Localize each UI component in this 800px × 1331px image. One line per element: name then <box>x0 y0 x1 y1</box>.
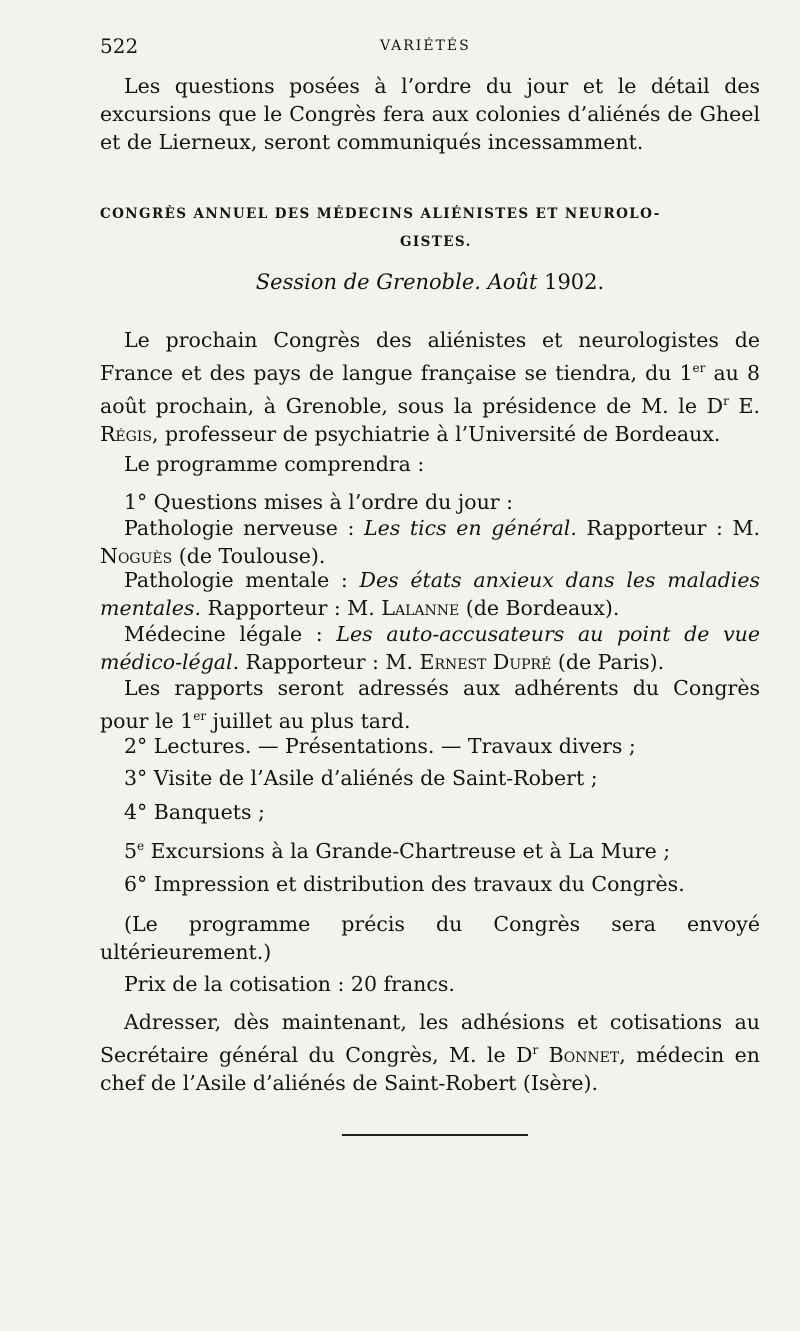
address-text-2 <box>538 1043 548 1067</box>
item5-number: 5 <box>124 838 138 863</box>
topic-pathologie-mentale <box>100 566 760 622</box>
reports-sup: er <box>193 709 207 723</box>
congress-title-line1: CONGRÈS ANNUEL DES MÉDECINS ALIÉNISTES ET NEUROLO- <box>100 206 661 222</box>
rapporteur-city: (de Toulouse). <box>172 544 326 568</box>
fee-paragraph: Prix de la cotisation : 20 francs. <box>124 972 455 996</box>
announcement-sup-1: er <box>692 361 706 375</box>
secretary-name: Bonnet <box>548 1042 620 1067</box>
topic-pathologie-nerveuse <box>100 514 760 570</box>
session-label: Session de Grenoble. Août <box>255 270 538 294</box>
program-intro: Le programme comprendra : <box>124 452 425 476</box>
address-text-3: , médecin en chef de l’Asile d’aliénés de Saint-Robert (Isère). <box>100 1042 760 1095</box>
program-item-2: 2° Lectures. — Présentations. — Travaux divers ; <box>124 734 636 758</box>
program-item-3: 3° Visite de l’Asile d’aliénés de Saint-Robert ; <box>124 766 598 790</box>
item5-sup: e <box>137 839 145 853</box>
running-head <box>100 34 760 64</box>
session-subtitle <box>100 270 760 294</box>
topic-title: Les tics en général. <box>364 516 577 540</box>
page-number: 522 <box>100 34 139 58</box>
item5-text: Excursions à la Grande-Chartreuse et à La Mure ; <box>144 838 671 863</box>
address-paragraph <box>100 1008 760 1097</box>
announcement-text-4: , professeur de psychiatrie à l’Université de Bordeaux. <box>151 421 721 446</box>
announcement-text-1: Le prochain Congrès des aliénistes et neurologistes de France et des pays de langue française se tiendra, du 1 <box>100 328 760 385</box>
rapporteur-label: Rapporteur : M. <box>239 650 420 674</box>
announcement-sup-2: r <box>723 393 729 408</box>
rapporteur-name: Noguès <box>100 544 173 568</box>
address-sup: r <box>532 1043 539 1057</box>
program-item-5 <box>100 832 760 865</box>
topic-medecine-legale <box>100 620 760 676</box>
announcement-text-3: E. <box>728 393 761 418</box>
announcement-text-2: au 8 août prochain, à Grenoble, sous la présidence de M. le D <box>100 360 760 418</box>
program-item-4: 4° Banquets ; <box>124 800 265 824</box>
congress-title <box>100 200 760 256</box>
rapporteur-label: Rapporteur : M. <box>200 596 382 620</box>
program-item-1: 1° Questions mises à l’ordre du jour : <box>124 490 514 514</box>
announcement-paragraph <box>100 326 760 448</box>
session-year: 1902. <box>544 270 605 294</box>
closing-rule <box>342 1134 528 1136</box>
rapporteur-city: (de Paris). <box>551 650 665 674</box>
intro-paragraph: Les questions posées à l’ordre du jour et le détail des excursions que le Congrès fera aux colonies d’aliénés de Gheel et de Lierneux, seront communiqués incessamment. <box>100 74 760 154</box>
reports-text-2: juillet au plus tard. <box>206 708 411 733</box>
rapporteur-name: Lalanne <box>381 596 460 620</box>
rapporteur-label: Rapporteur : M. <box>576 516 760 540</box>
program-note: (Le programme précis du Congrès sera envoyé ultérieurement.) <box>100 912 760 964</box>
rapporteur-name: Ernest Dupré <box>419 650 552 674</box>
reports-paragraph <box>100 674 760 735</box>
topic-label: Pathologie nerveuse : <box>124 516 364 540</box>
topic-title: Les auto-accusateurs au point de vue médico-légal. <box>100 622 761 674</box>
section-heading: VARIÉTÉS <box>380 38 471 54</box>
program-item-6: 6° Impression et distribution des travaux du Congrès. <box>124 872 685 896</box>
rapporteur-city: (de Bordeaux). <box>459 596 620 620</box>
congress-title-line2: GISTES. <box>400 234 472 250</box>
topic-title: Des états anxieux dans les maladies mentales. <box>100 568 760 620</box>
address-text-1: Adresser, dès maintenant, les adhésions et cotisations au Secrétaire général du Congrès, M. le D <box>100 1010 760 1067</box>
topic-label: Médecine légale : <box>124 622 337 646</box>
reports-text-1: Les rapports seront adressés aux adhérents du Congrès pour le 1 <box>100 676 760 733</box>
president-name: Régis <box>100 421 152 446</box>
topic-label: Pathologie mentale : <box>124 568 360 592</box>
